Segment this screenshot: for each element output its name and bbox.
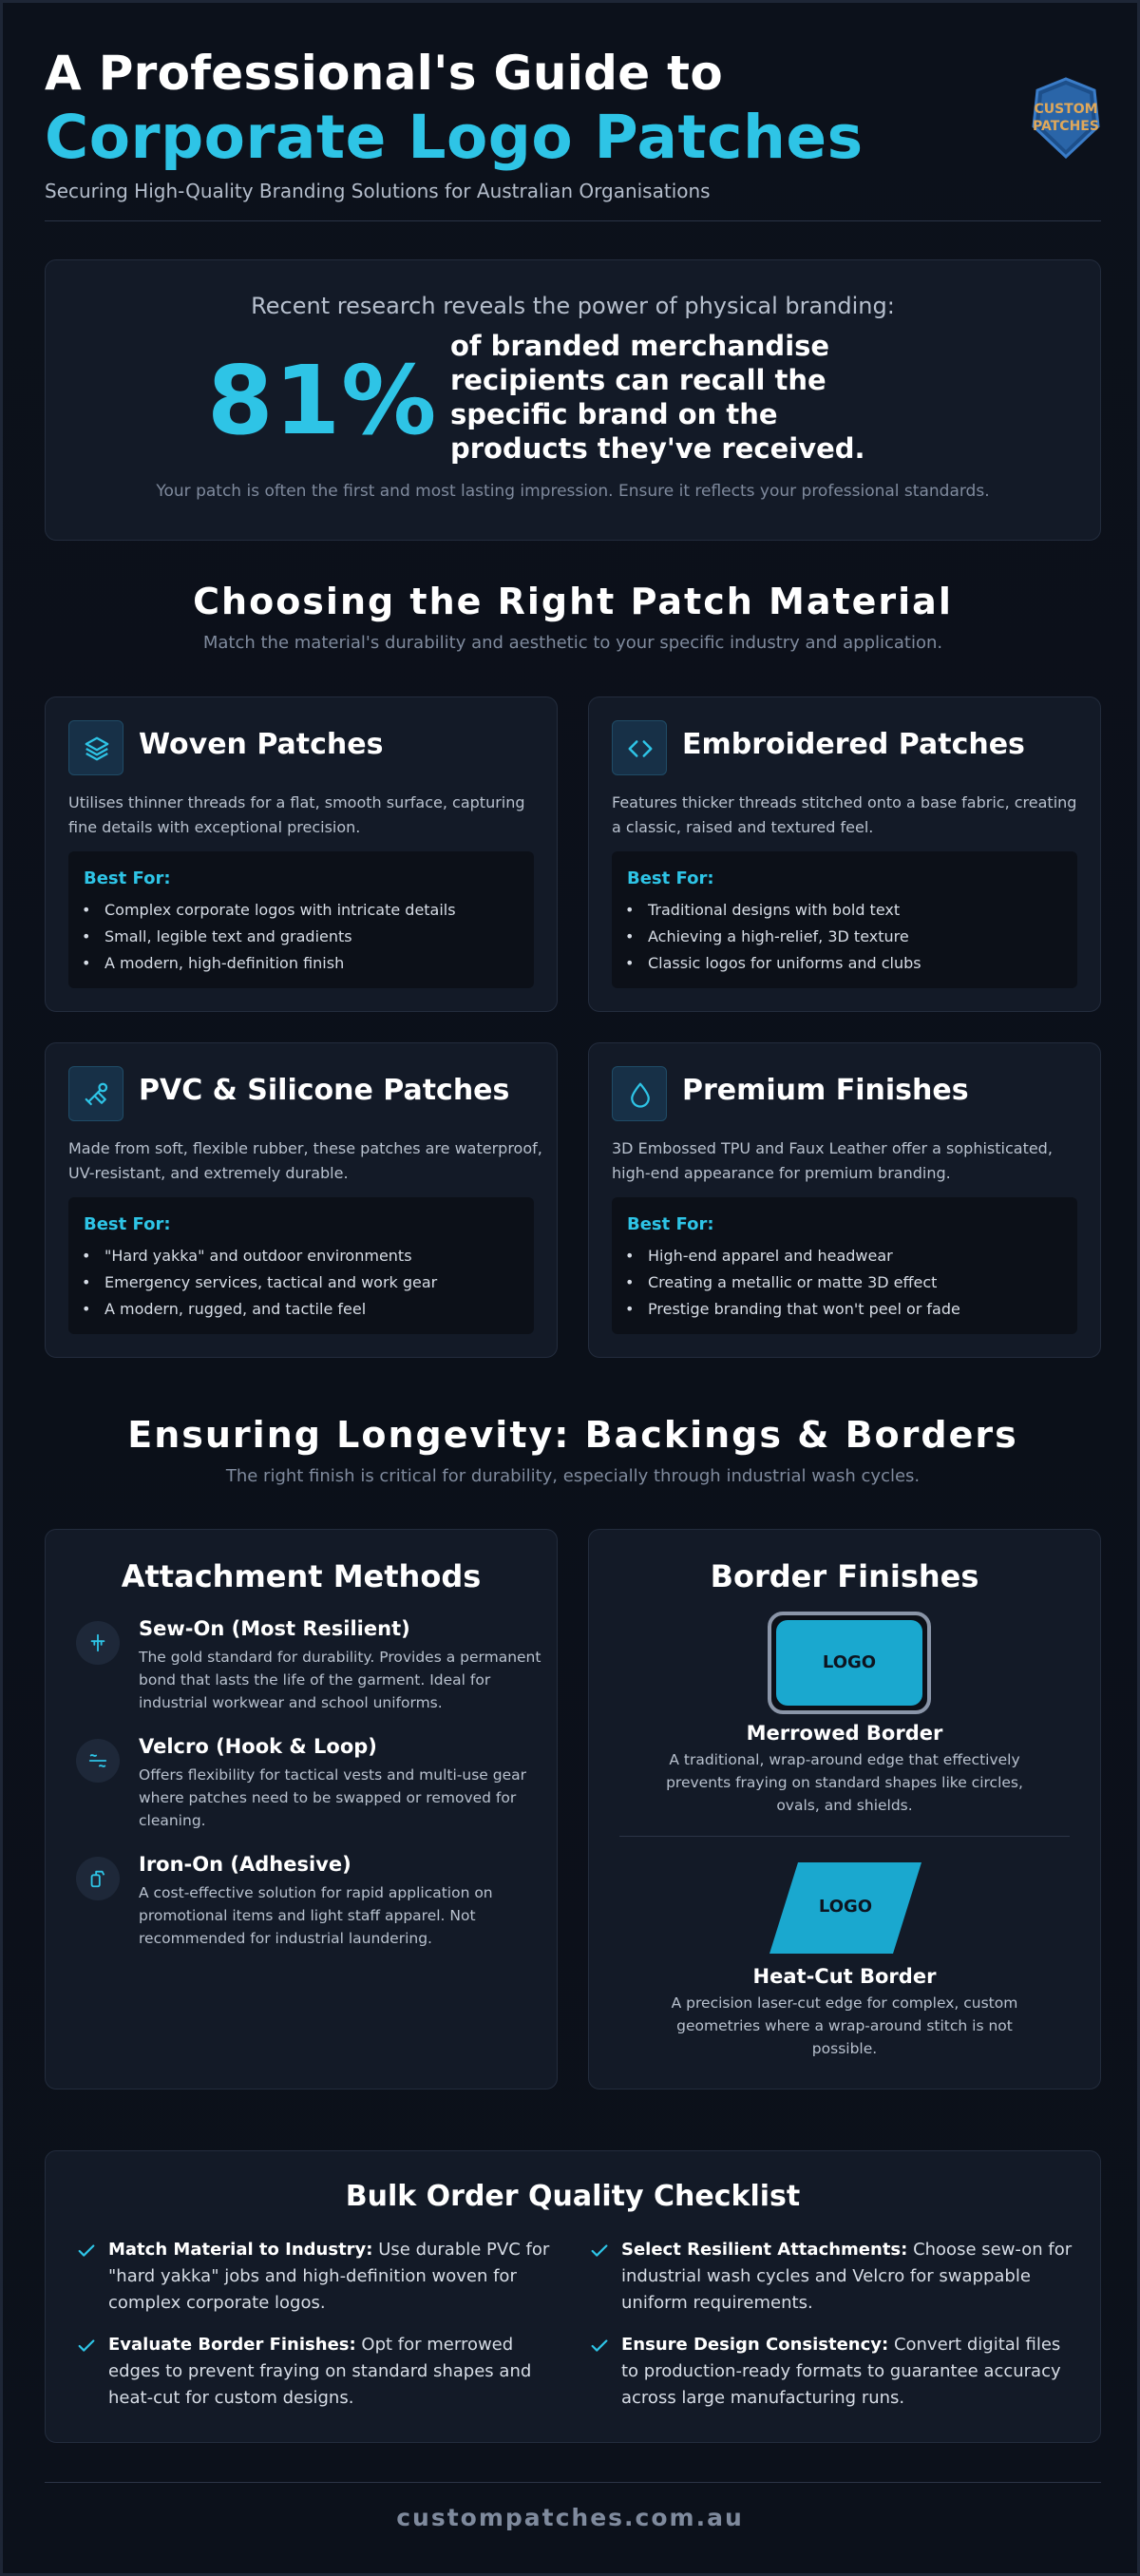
svg-text:CUSTOM: CUSTOM	[1034, 102, 1098, 117]
list-item: • Creating a metallic or matte 3D effect	[625, 1269, 960, 1296]
list-item: • Small, legible text and gradients	[82, 924, 456, 950]
custom-patches-logo	[1032, 77, 1100, 159]
checklist-detail: Use durable PVC for "hard yakka" jobs and high-definition woven for complex corporate logos.	[108, 2240, 550, 2313]
stat-card	[45, 259, 1101, 541]
material-title: PVC & Silicone Patches	[139, 1074, 510, 1107]
attachment-methods-card	[45, 1529, 558, 2089]
border-divider	[619, 1836, 1070, 1837]
checklist-label: Select Resilient Attachments:	[621, 2240, 908, 2260]
attachment-description: The gold standard for durability. Provides a permanent bond that lasts the life of the garment. Ideal for industrial workwear and school uniforms.	[139, 1649, 542, 1711]
list-item: • High-end apparel and headwear	[625, 1243, 960, 1269]
border-title: Border Finishes	[710, 1558, 979, 1594]
best-for-list	[82, 897, 456, 977]
material-title: Embroidered Patches	[682, 728, 1025, 761]
list-item: • "Hard yakka" and outdoor environments	[82, 1243, 437, 1269]
material-description: Features thicker threads stitched onto a base fabric, creating a classic, raised and textured feel.	[612, 793, 1077, 836]
list-item: • Emergency services, tactical and work gear	[82, 1269, 437, 1296]
attachment-item-velcro	[76, 1735, 551, 1830]
longevity-section-subtitle: The right finish is critical for durability, especially through industrial wash cycles.	[225, 1466, 921, 1486]
attachment-title: Attachment Methods	[121, 1558, 482, 1594]
footer-site-link[interactable]: custompatches.com.au	[396, 2504, 744, 2531]
header	[45, 43, 1101, 202]
best-for-label: Best For:	[84, 1214, 171, 1234]
best-for-box	[612, 1197, 1077, 1334]
attachment-description: Offers flexibility for tactical vests and multi-use gear where patches need to be swapped or removed for cleaning.	[139, 1766, 526, 1829]
attachment-name: Sew-On (Most Resilient)	[139, 1617, 410, 1640]
check-icon	[589, 2336, 610, 2357]
heat-cut-border-name: Heat-Cut Border	[752, 1965, 937, 1988]
material-card-woven	[45, 696, 558, 1012]
material-card-pvc	[45, 1042, 558, 1358]
checklist-label: Match Material to Industry:	[108, 2240, 373, 2260]
best-for-box	[68, 851, 534, 988]
iron-icon	[76, 1857, 120, 1900]
stat-value: 81%	[207, 345, 438, 456]
attachment-description: A cost-effective solution for rapid application on promotional items and light staff apparel. Not recommended for industrial laundering.	[139, 1884, 493, 1947]
page-title-line2: Corporate Logo Patches	[45, 103, 864, 172]
checklist-label: Ensure Design Consistency:	[621, 2335, 889, 2355]
droplet-icon	[612, 1066, 667, 1121]
materials-section-title: Choosing the Right Patch Material	[193, 581, 953, 622]
list-item: • Traditional designs with bold text	[625, 897, 922, 924]
checklist-text	[621, 2237, 1073, 2317]
hook-icon	[76, 1739, 120, 1783]
logo-label: LOGO	[776, 1620, 922, 1706]
attachment-name: Velcro (Hook & Loop)	[139, 1735, 377, 1758]
best-for-box	[68, 1197, 534, 1334]
check-icon	[76, 2336, 97, 2357]
code-icon	[612, 720, 667, 775]
page-title-line1: A Professional's Guide to	[45, 46, 724, 101]
page-subtitle: Securing High-Quality Branding Solutions for Australian Organisations	[45, 180, 711, 202]
heat-cut-border-description: A precision laser-cut edge for complex, custom geometries where a wrap-around stitch is not possible.	[671, 1994, 1018, 2057]
merrowed-border-name: Merrowed Border	[746, 1722, 943, 1745]
material-description: 3D Embossed TPU and Faux Leather offer a sophisticated, high-end appearance for premium branding.	[612, 1139, 1053, 1182]
attachment-item-iron-on	[76, 1853, 551, 1948]
best-for-label: Best For:	[627, 868, 714, 888]
heat-cut-logo-sample	[770, 1862, 922, 1954]
checklist-label: Evaluate Border Finishes:	[108, 2335, 356, 2355]
checklist-card	[45, 2150, 1101, 2443]
stat-description: of branded merchandise recipients can recall the specific brand on the products they've received.	[450, 330, 865, 465]
check-icon	[589, 2241, 610, 2261]
logo-label: LOGO	[818, 1897, 873, 1917]
checklist-detail: Opt for merrowed edges to prevent fraying on standard shapes and heat-cut for custom designs.	[108, 2335, 532, 2408]
svg-text:PATCHES: PATCHES	[1033, 119, 1099, 134]
materials-section-subtitle: Match the material's durability and aesthetic to your specific industry and application.	[202, 633, 943, 653]
header-divider	[45, 220, 1101, 221]
merrowed-logo-sample	[768, 1612, 931, 1714]
checklist-title: Bulk Order Quality Checklist	[345, 2180, 801, 2213]
check-icon	[76, 2241, 97, 2261]
longevity-section-title: Ensuring Longevity: Backings & Borders	[127, 1414, 1018, 1456]
attachment-item-sew-on	[76, 1617, 551, 1712]
checklist-text	[108, 2332, 560, 2412]
needle-icon	[76, 1621, 120, 1665]
checklist-text	[621, 2332, 1073, 2412]
layers-icon	[68, 720, 124, 775]
material-card-premium	[588, 1042, 1101, 1358]
best-for-list	[625, 1243, 960, 1323]
stat-footnote: Your patch is often the first and most lasting impression. Ensure it reflects your professional standards.	[156, 482, 990, 501]
material-description: Made from soft, flexible rubber, these patches are waterproof, UV-resistant, and extremely durable.	[68, 1139, 542, 1182]
list-item: • Complex corporate logos with intricate details	[82, 897, 456, 924]
list-item: • Achieving a high-relief, 3D texture	[625, 924, 922, 950]
attachment-name: Iron-On (Adhesive)	[139, 1853, 352, 1876]
footer-divider	[45, 2482, 1101, 2483]
tools-icon	[68, 1066, 124, 1121]
material-title: Premium Finishes	[682, 1074, 969, 1107]
checklist-text	[108, 2237, 560, 2317]
list-item: • A modern, rugged, and tactile feel	[82, 1296, 437, 1323]
best-for-list	[82, 1243, 437, 1323]
border-finishes-card	[588, 1529, 1101, 2089]
list-item: • Prestige branding that won't peel or fade	[625, 1296, 960, 1323]
material-card-embroidered	[588, 696, 1101, 1012]
checklist-detail: Convert digital files to production-ready formats to guarantee accuracy across large manufacturing runs.	[621, 2335, 1061, 2408]
best-for-list	[625, 897, 922, 977]
material-title: Woven Patches	[139, 728, 384, 761]
list-item: • A modern, high-definition finish	[82, 950, 456, 977]
best-for-label: Best For:	[84, 868, 171, 888]
merrowed-border-description: A traditional, wrap-around edge that effectively prevents fraying on standard shapes like circles, ovals, and shields.	[666, 1751, 1023, 1814]
material-description: Utilises thinner threads for a flat, smooth surface, capturing fine details with exceptional precision.	[68, 793, 525, 836]
best-for-label: Best For:	[627, 1214, 714, 1234]
stat-lead: Recent research reveals the power of physical branding:	[251, 293, 895, 319]
list-item: • Classic logos for uniforms and clubs	[625, 950, 922, 977]
checklist-detail: Choose sew-on for industrial wash cycles and Velcro for swappable uniform requirements.	[621, 2240, 1073, 2313]
best-for-box	[612, 851, 1077, 988]
